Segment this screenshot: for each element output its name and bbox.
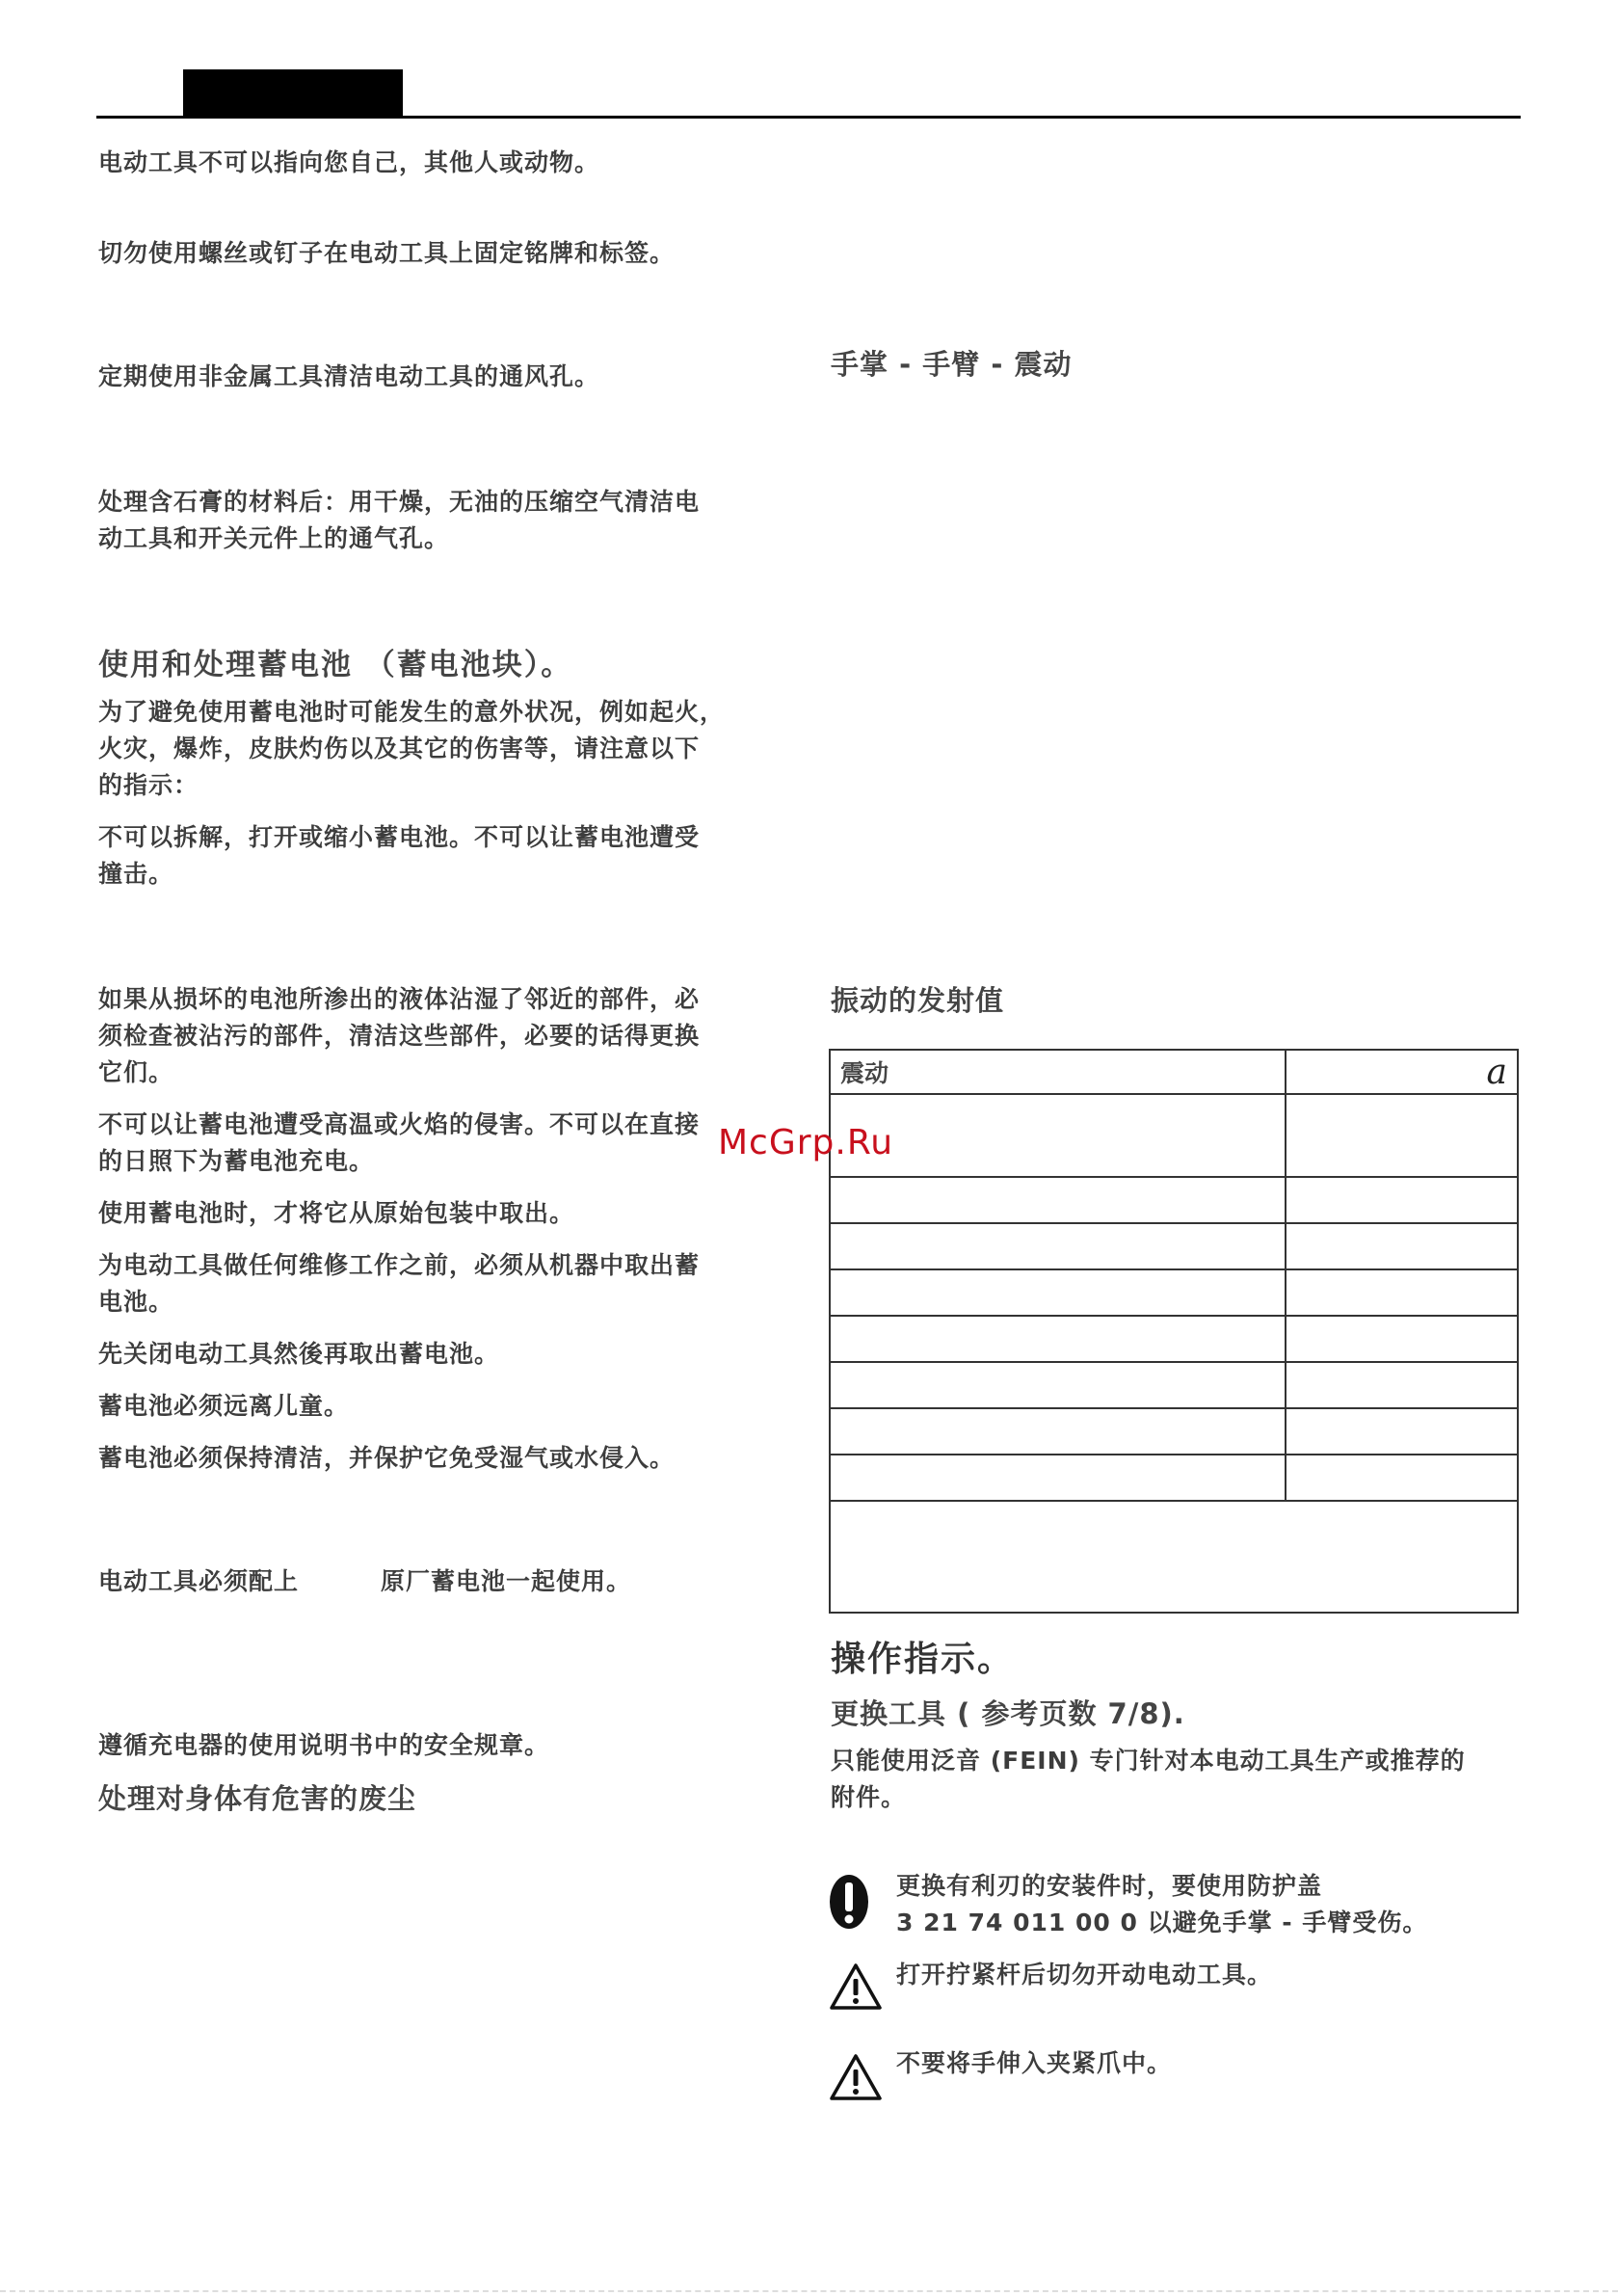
safety-text-point-away: 电动工具不可以指向您自己，其他人或动物。 xyxy=(98,148,600,176)
dust-heading: 处理对身体有危害的废尘 xyxy=(98,1782,417,1815)
battery-heat-2: 的日照下为蓄电池充电。 xyxy=(98,1147,375,1175)
header-language-tab xyxy=(183,69,403,118)
battery-leak-2: 须检查被沾污的部件，清洁这些部件，必要的话得更换 xyxy=(98,1022,701,1050)
battery-packaging: 使用蓄电池时，才将它从原始包装中取出。 xyxy=(98,1199,575,1227)
safety-text-nameplate: 切勿使用螺丝或钉子在电动工具上固定铭牌和标签。 xyxy=(98,239,676,267)
battery-children: 蓄电池必须远离儿童。 xyxy=(98,1392,350,1420)
warning-jaws: 不要将手伸入夹紧爪中。 xyxy=(896,2049,1173,2077)
vibration-table xyxy=(829,1049,1519,1614)
warning-lever: 打开拧紧杆后切勿开动电动工具。 xyxy=(896,1961,1273,1989)
exclamation-notice-icon xyxy=(829,1874,869,1930)
battery-original-b: 原厂蓄电池一起使用。 xyxy=(381,1567,632,1595)
safety-text-vents: 定期使用非金属工具清洁电动工具的通风孔。 xyxy=(98,362,600,390)
battery-original-a: 电动工具必须配上 xyxy=(98,1567,300,1595)
battery-maintenance-2: 电池。 xyxy=(98,1288,174,1316)
battery-heat-1: 不可以让蓄电池遭受高温或火焰的侵害。不可以在直接 xyxy=(98,1110,701,1138)
battery-switch-off: 先关闭电动工具然後再取出蓄电池。 xyxy=(98,1340,500,1368)
table-row xyxy=(830,1177,1518,1223)
acceleration-symbol: a xyxy=(1486,1052,1507,1092)
battery-disassemble-2: 撞击。 xyxy=(98,860,174,888)
battery-intro-2: 火灾，爆炸，皮肤灼伤以及其它的伤害等，请注意以下 xyxy=(98,734,701,762)
safety-text-gypsum-2: 动工具和开关元件上的通气孔。 xyxy=(98,524,450,552)
table-row xyxy=(830,1362,1518,1408)
notice-guard-1: 更换有利刃的安装件时，要使用防护盖 xyxy=(896,1872,1323,1900)
header-rule xyxy=(96,116,1521,119)
table-row xyxy=(830,1050,1518,1094)
battery-leak-3: 它们。 xyxy=(98,1058,174,1086)
battery-disassemble-1: 不可以拆解，打开或缩小蓄电池。不可以让蓄电池遭受 xyxy=(98,823,701,851)
page-bottom-edge xyxy=(0,2290,1618,2292)
accessories-text-1: 只能使用泛音 (FEIN) 专门针对本电动工具生产或推荐的 xyxy=(831,1747,1466,1775)
battery-clean: 蓄电池必须保持清洁，并保护它免受湿气或水侵入。 xyxy=(98,1444,676,1472)
watermark: McGrp.Ru xyxy=(718,1123,894,1162)
table-row xyxy=(830,1223,1518,1269)
battery-leak-1: 如果从损坏的电池所渗出的液体沾湿了邻近的部件，必 xyxy=(98,985,701,1013)
table-row xyxy=(830,1408,1518,1455)
battery-intro-1: 为了避免使用蓄电池时可能发生的意外状况，例如起火， xyxy=(98,698,726,726)
battery-intro-3: 的指示： xyxy=(98,771,199,799)
charger-safety: 遵循充电器的使用说明书中的安全规章。 xyxy=(98,1731,550,1759)
safety-text-gypsum-1: 处理含石膏的材料后：用干燥，无油的压缩空气清洁电 xyxy=(98,488,701,516)
notice-guard-2: 3 21 74 011 00 0 以避免手掌 - 手臂受伤。 xyxy=(896,1909,1428,1936)
hand-arm-vibration-heading: 手掌 - 手臂 - 震动 xyxy=(831,348,1073,381)
tool-change-heading: 更换工具 ( 参考页数 7/8). xyxy=(831,1697,1185,1730)
vibration-emission-heading: 振动的发射值 xyxy=(831,984,1005,1017)
warning-triangle-icon xyxy=(829,2053,883,2101)
table-header-label: 震动 xyxy=(830,1050,1286,1094)
table-row xyxy=(830,1316,1518,1362)
table-row xyxy=(830,1094,1518,1177)
table-row xyxy=(830,1269,1518,1316)
table-row xyxy=(830,1501,1518,1613)
warning-triangle-icon xyxy=(829,1962,883,2011)
operating-instructions-heading: 操作指示。 xyxy=(831,1640,1015,1679)
table-header-symbol xyxy=(1286,1050,1518,1094)
battery-maintenance-1: 为电动工具做任何维修工作之前，必须从机器中取出蓄 xyxy=(98,1251,701,1279)
battery-heading: 使用和处理蓄电池 （蓄电池块）。 xyxy=(98,648,573,682)
accessories-text-2: 附件。 xyxy=(831,1783,907,1811)
table-row xyxy=(830,1455,1518,1501)
